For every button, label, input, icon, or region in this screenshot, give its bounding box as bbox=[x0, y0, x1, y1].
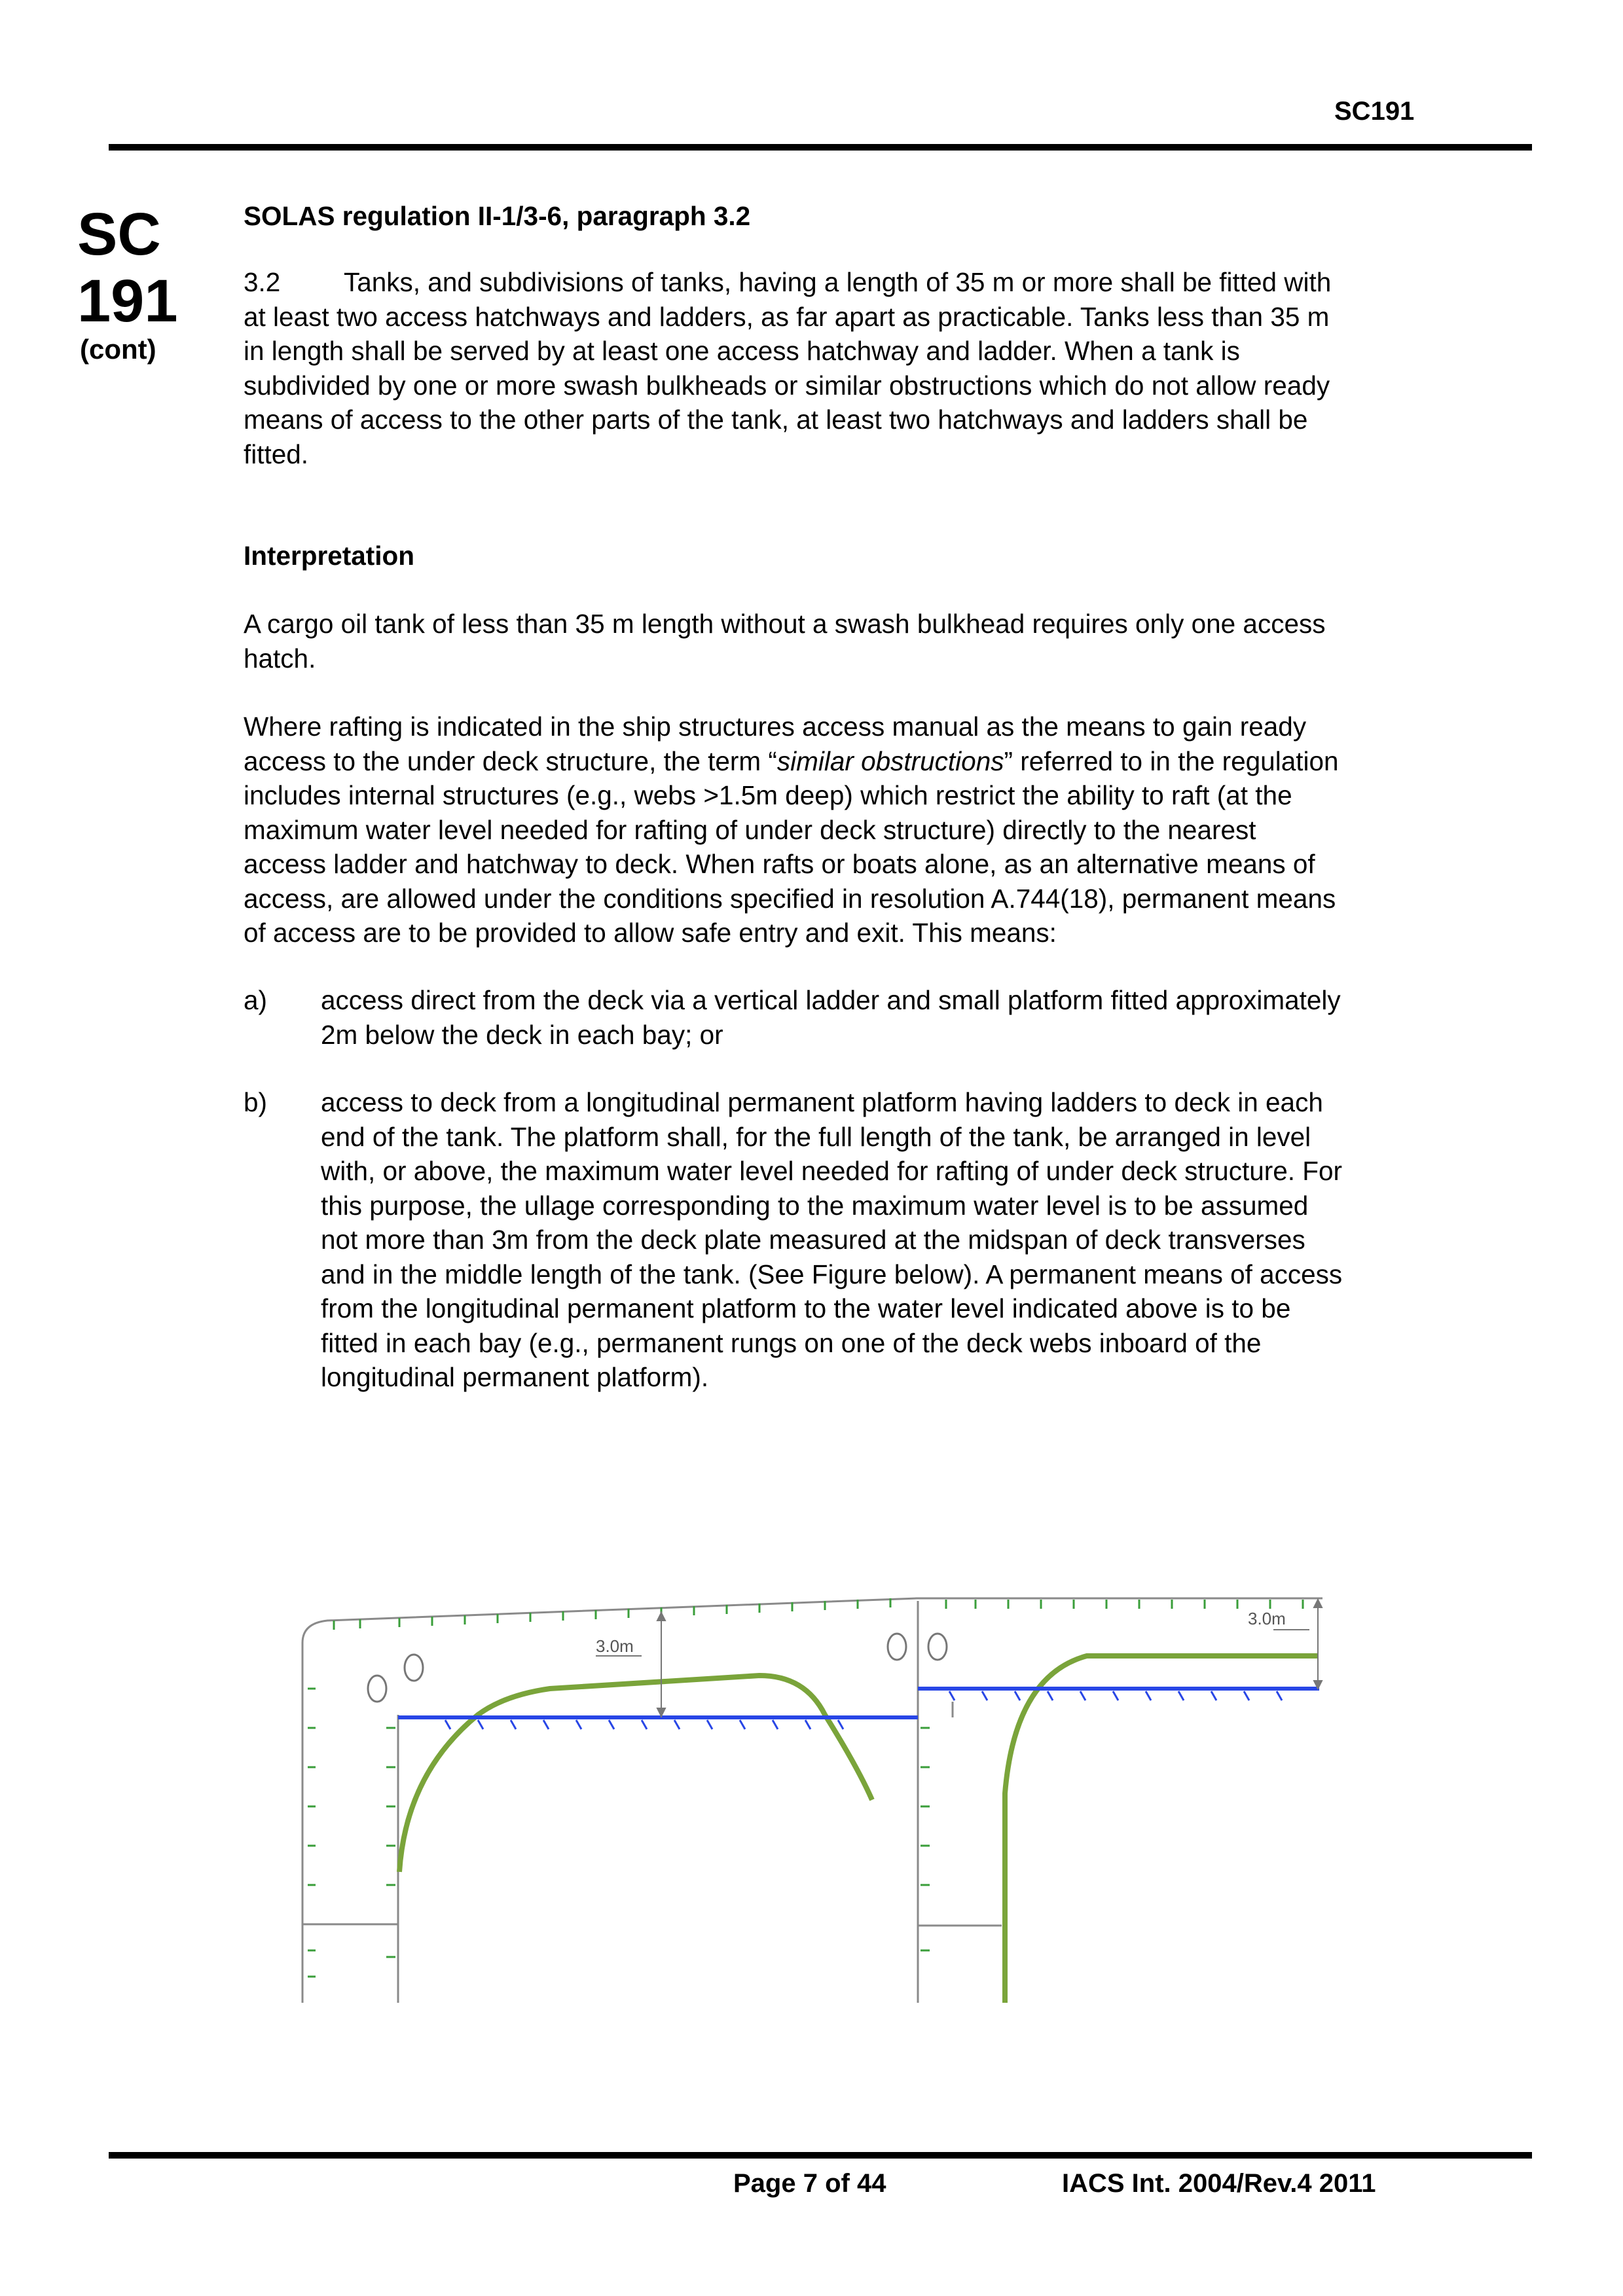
list-item-line: fitted in each bay (e.g., permanent rungs on one of the deck webs inboard of the bbox=[321, 1327, 1262, 1358]
dimension-label-left: 3.0m bbox=[596, 1636, 634, 1656]
list-item-line: with, or above, the maximum water level needed for rafting of under deck structure. For bbox=[321, 1156, 1342, 1186]
paragraph-line: A cargo oil tank of less than 35 m length without a swash bulkhead requires only one access bbox=[244, 609, 1326, 639]
list-item-line: access direct from the deck via a vertical ladder and small platform fitted approximately bbox=[321, 985, 1341, 1015]
paragraph-line: fitted. bbox=[244, 439, 309, 469]
access-profile-lines bbox=[399, 1656, 1318, 2003]
interpretation-paragraph-1 bbox=[244, 607, 1474, 675]
interpretation-heading: Interpretation bbox=[244, 541, 415, 571]
list-item-line: this purpose, the ullage corresponding to the maximum water level is to be assumed bbox=[321, 1190, 1309, 1221]
header-rule bbox=[109, 144, 1532, 151]
paragraph-line: hatch. bbox=[244, 643, 316, 673]
paragraph-line: maximum water level needed for rafting of under deck structure) directly to the nearest bbox=[244, 814, 1256, 845]
ladder-rungs bbox=[368, 1634, 947, 1702]
side-label-cont: (cont) bbox=[80, 334, 156, 365]
page-number: Page 7 of 44 bbox=[733, 2169, 886, 2198]
list-item-line: from the longitudinal permanent platform to the water level indicated above is to be bbox=[321, 1293, 1291, 1323]
paragraph-line: Tanks, and subdivisions of tanks, having a length of 35 m or more shall be fitted with bbox=[344, 267, 1332, 297]
paragraph-line: in length shall be served by at least one access hatchway and ladder. When a tank is bbox=[244, 336, 1240, 366]
paragraph-line: means of access to the other parts of the tank, at least two hatchways and ladders shall be bbox=[244, 404, 1308, 435]
paragraph-number: 3.2 bbox=[244, 267, 281, 297]
list-item-label: b) bbox=[244, 1087, 268, 1117]
paragraph-line: Where rafting is indicated in the ship structures access manual as the means to gain ready bbox=[244, 711, 1307, 742]
list-item-line: longitudinal permanent platform). bbox=[321, 1362, 709, 1392]
tank-structure bbox=[302, 1598, 1322, 2003]
dimension-label-right: 3.0m bbox=[1248, 1609, 1286, 1628]
footer-rule bbox=[109, 2152, 1532, 2159]
document-code: SC191 bbox=[1334, 97, 1415, 126]
list-item-line: 2m below the deck in each bay; or bbox=[321, 1019, 723, 1050]
list-item-line: and in the middle length of the tank. (See Figure below). A permanent means of access bbox=[321, 1259, 1343, 1289]
tank-cross-section-figure bbox=[288, 1558, 1336, 2003]
list-item-line: end of the tank. The platform shall, for the full length of the tank, be arranged in level bbox=[321, 1121, 1311, 1152]
paragraph-line: of access are to be provided to allow safe entry and exit. This means: bbox=[244, 918, 1057, 948]
regulation-paragraph bbox=[244, 265, 1474, 471]
side-label-sc: SC bbox=[77, 201, 161, 268]
interpretation-paragraph-2 bbox=[244, 709, 1474, 950]
paragraph-line: access, are allowed under the conditions specified in resolution A.744(18), permanent means bbox=[244, 883, 1336, 914]
paragraph-line: at least two access hatchways and ladders, as far apart as practicable. Tanks less than 35 m bbox=[244, 301, 1330, 332]
paragraph-line: access to the under deck structure, the term “similar obstructions” referred to in the regulation bbox=[244, 745, 1339, 776]
water-level-hatching bbox=[445, 1691, 1282, 1729]
paragraph-line: subdivided by one or more swash bulkheads or similar obstructions which do not allow ready bbox=[244, 370, 1330, 401]
list-item-line: not more than 3m from the deck plate measured at the midspan of deck transverses bbox=[321, 1225, 1305, 1255]
side-label-number: 191 bbox=[77, 268, 178, 334]
list-item-label: a) bbox=[244, 985, 268, 1015]
document-reference: IACS Int. 2004/Rev.4 2011 bbox=[1062, 2169, 1376, 2198]
list-item-line: access to deck from a longitudinal permanent platform having ladders to deck in each bbox=[321, 1087, 1323, 1117]
paragraph-line: includes internal structures (e.g., webs >1.5m deep) which restrict the ability to raft (at the bbox=[244, 780, 1292, 810]
italic-term: similar obstructions bbox=[776, 745, 1004, 776]
deck-plate bbox=[302, 1598, 1322, 2003]
paragraph-line: access ladder and hatchway to deck. When rafts or boats alone, as an alternative means of bbox=[244, 849, 1315, 879]
regulation-heading: SOLAS regulation II-1/3-6, paragraph 3.2 bbox=[244, 201, 751, 231]
